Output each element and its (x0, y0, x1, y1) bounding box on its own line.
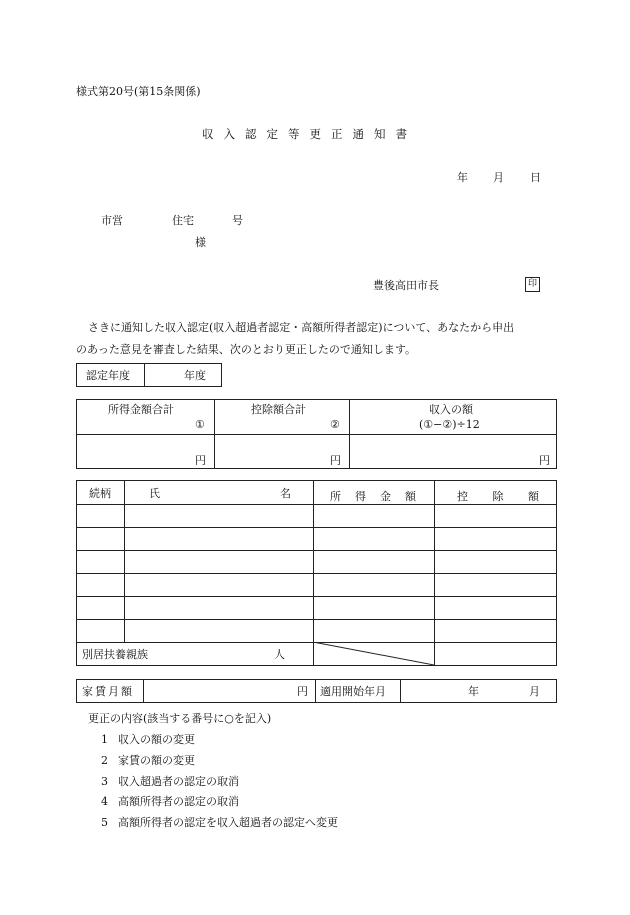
separated-dependents-unit: 人 (274, 648, 285, 661)
income-total-label: 所得金額合計 (108, 403, 174, 416)
correction-heading: 更正の内容(該当する番号に○を記入) (88, 712, 272, 725)
correction-item-4-num: 4 (101, 795, 108, 808)
form-label: 様式第20号(第15条関係) (76, 85, 201, 98)
body-line-1: さきに通知した収入認定(収入超過者認定・高額所得者認定)について、あなたから申出 (88, 321, 515, 334)
date-year: 年 (457, 171, 468, 184)
correction-item-2-text: 家賃の額の変更 (118, 754, 195, 767)
income-amount-unit: 円 (539, 454, 550, 467)
addressee-honorific: 様 (195, 236, 206, 249)
date-month: 月 (493, 171, 504, 184)
income-amount-formula: (①−②)÷12 (419, 418, 480, 431)
correction-item-3-num: 3 (101, 775, 108, 788)
addressee-housing: 住宅 (172, 214, 194, 227)
header-income: 所 得 金 額 (330, 490, 416, 503)
addressee-city: 市営 (101, 214, 123, 227)
correction-item-2-num: 2 (101, 754, 108, 767)
income-amount-label: 収入の額 (429, 403, 473, 416)
seal-mark: 印 (525, 277, 540, 292)
page-title: 収入認定等更正通知書 (202, 127, 417, 141)
year-box-unit: 年度 (184, 369, 206, 382)
deduction-total-unit: 円 (330, 454, 341, 467)
start-month: 月 (529, 685, 540, 698)
body-line-2: のあった意見を審査した結果、次のとおり更正したので通知します。 (76, 343, 417, 356)
header-relation: 続柄 (89, 487, 111, 500)
addressee-number: 号 (232, 214, 243, 227)
correction-item-4-text: 高額所得者の認定の取消 (118, 795, 239, 808)
correction-item-5-text: 高額所得者の認定を収入超過者の認定へ変更 (118, 816, 338, 829)
income-total-mark: ① (195, 418, 205, 431)
header-name-given: 名 (280, 487, 291, 500)
year-box (76, 363, 222, 387)
deduction-total-mark: ② (330, 418, 340, 431)
correction-item-1-text: 収入の額の変更 (118, 733, 195, 746)
diagonal-strike (313, 642, 434, 665)
rent-table (76, 679, 557, 703)
income-total-unit: 円 (195, 454, 206, 467)
correction-item-3-text: 収入超過者の認定の取消 (118, 775, 239, 788)
family-table (76, 480, 557, 666)
deduction-total-label: 控除額合計 (251, 403, 306, 416)
year-box-label: 認定年度 (86, 369, 130, 382)
income-table (76, 399, 557, 469)
header-deduction: 控 除 額 (457, 490, 539, 503)
start-label: 適用開始年月 (320, 685, 386, 698)
sender-name: 豊後高田市長 (373, 279, 439, 292)
correction-item-5-num: 5 (101, 816, 108, 829)
rent-label: 家賃月額 (82, 685, 134, 698)
start-year: 年 (468, 685, 479, 698)
header-name-family: 氏 (149, 487, 160, 500)
separated-dependents-label: 別居扶養親族 (82, 648, 148, 661)
correction-item-1-num: 1 (101, 733, 108, 746)
date-day: 日 (530, 171, 541, 184)
rent-unit: 円 (297, 685, 308, 698)
